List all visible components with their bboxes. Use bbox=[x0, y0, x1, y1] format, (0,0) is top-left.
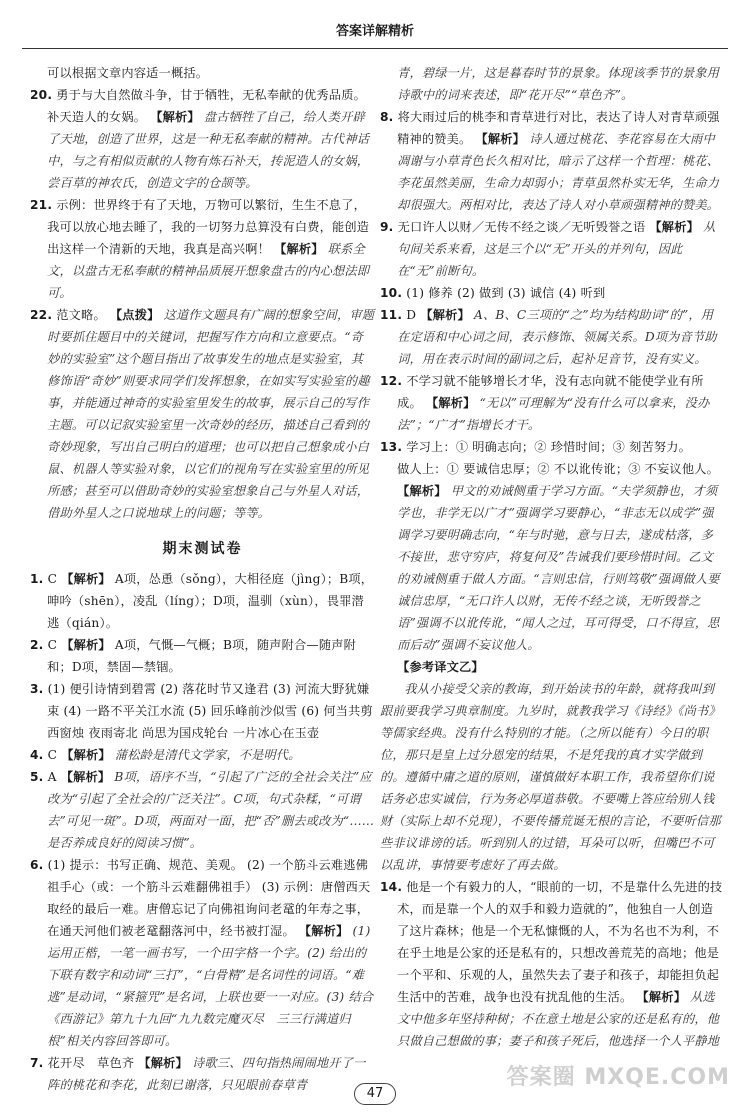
reference-text: 我从小接受父亲的教诲，到开始读书的年龄，就将我叫到跟前要我学习典章制度。九岁时，就教我学习《诗经》《尚书》等儒家经典。没有什么特别的才能。（之所以能有）今日的职位，那只是皇上过分恩宠的结果，不是凭我的真才实学做到的。遵循中庸之道的原则，谨慎做好本职工作，我希望你们说话务必忠实诚信，行为务必厚道恭敬。不要嘴上答应给别人钱财（实际上却不兑现），不要传播荒诞无根的言论，不要听信那些非议诽谤的话。听到别人的过错，耳朵可以听，但嘴巴不可以乱讲，事情要考虑好了再去做。 bbox=[380, 682, 721, 872]
exam-answer-11 bbox=[380, 304, 725, 370]
page-number: 47 bbox=[354, 1083, 397, 1105]
answer-text: C bbox=[47, 748, 58, 762]
exam-answer-12 bbox=[380, 370, 725, 436]
analysis-tag: 【解析】 bbox=[649, 220, 699, 234]
left-intro: 可以根据文章内容适一概括。 bbox=[47, 66, 209, 80]
exam-answer-14 bbox=[380, 876, 725, 1052]
analysis-text: A项，怂恿（sǒng），大相径庭（jìng）；B项，呻吟（shēn），凌乱（líng）；D项，温驯（xùn），畏罪潜逃（qián）。 bbox=[47, 572, 374, 630]
exam-answer-13 bbox=[380, 436, 725, 458]
analysis-tag: 【解析】 bbox=[61, 638, 111, 652]
answer-number: 6. bbox=[30, 858, 44, 872]
reference-label: 【参考译文乙】 bbox=[397, 660, 484, 674]
hint-tag: 【点拨】 bbox=[109, 308, 160, 322]
answer-text: 不学习就不能够增长才华，没有志向就不能使学业有所成。 bbox=[397, 374, 704, 410]
answer-number: 9. bbox=[380, 220, 394, 234]
answer-text: 范文略。 bbox=[56, 308, 106, 322]
answer-number: 1. bbox=[30, 572, 44, 586]
answer-number: 2. bbox=[30, 638, 44, 652]
page-header bbox=[0, 0, 750, 40]
answer-number: 20. bbox=[30, 88, 53, 102]
answer-number: 14. bbox=[380, 880, 403, 894]
exam-answer-10 bbox=[380, 282, 725, 304]
analysis-text: 从句间关系来看，这是三个以“无”开头的并列句，因此在“无”前断句。 bbox=[397, 220, 716, 278]
right-intro: 青，碧绿一片，这是暮春时节的景象。体现该季节的景象用诗歌中的词来表述，即“花开尽”“草色齐”。 bbox=[397, 66, 720, 102]
analysis-tag: 【解析】 bbox=[636, 990, 687, 1004]
analysis-tag: 【解析】 bbox=[475, 132, 526, 146]
answer-text: A bbox=[47, 770, 57, 784]
answer-text: D bbox=[406, 308, 417, 322]
analysis-text: 诗人通过桃花、李花容易在大雨中凋谢与小草青色长久相对比，暗示了这样一个哲理：桃花、李花虽然美丽，生命力却弱小；青草虽然朴实无华，生命力却很强大。两相对比，表达了诗人对小草顽强精神的赞美。 bbox=[397, 132, 720, 212]
answer-number: 13. bbox=[380, 440, 403, 454]
answer-number: 8. bbox=[380, 110, 394, 124]
left-column bbox=[30, 62, 375, 1096]
answer-text: 做人上：① 要诚信忠厚；② 不以讹传讹；③ 不妄议他人。 bbox=[397, 462, 719, 476]
answer-text: C bbox=[47, 638, 58, 652]
answer-number: 22. bbox=[30, 308, 53, 322]
answer-text: 学习上：① 明确志向；② 珍惜时间；③ 刻苦努力。 bbox=[406, 440, 692, 454]
answer-text: 勇于与大自然做斗争，甘于牺牲，无私奉献的优秀品质。补天造人的女娲。 bbox=[47, 88, 366, 124]
analysis-tag: 【解析】 bbox=[61, 572, 111, 586]
answer-text: C bbox=[47, 572, 58, 586]
analysis-text: (1) 运用正楷，一笔一画书写，一个田字格一个字。(2) 给出的下联有数字和动词“三打”，“白骨精”是名词性的词语。“难逃”是动词，“紧箍咒”是名词，上联也要一一对应。(3) 结合《西游记》第九十九回“九九数完魔灭尽 三三行满道归根”相关内容回答即可。 bbox=[47, 924, 374, 1048]
exam-answer-3 bbox=[30, 678, 375, 744]
analysis-tag: 【解析】 bbox=[138, 1056, 188, 1070]
header-rule bbox=[22, 48, 728, 49]
analysis-tag: 【解析】 bbox=[397, 484, 447, 498]
analysis-text: “无以”可理解为“没有什么可以拿来，没办法”；“广才”指增长才干。 bbox=[397, 396, 710, 432]
analysis-tag: 【解析】 bbox=[150, 110, 200, 124]
analysis-tag: 【解析】 bbox=[274, 242, 324, 256]
header-title: 答案详解精析 bbox=[335, 24, 414, 39]
analysis-text: 蒲松龄是清代文学家，不是明代。 bbox=[114, 748, 301, 762]
section-title: 期末测试卷 bbox=[162, 541, 243, 557]
exam-answer-13-line2 bbox=[380, 458, 725, 656]
exam-answer-9 bbox=[380, 216, 725, 282]
answer-text: 花开尽 草色齐 bbox=[47, 1056, 135, 1070]
answer-text: (1) 修养 (2) 做到 (3) 诚信 (4) 听到 bbox=[406, 286, 606, 300]
answer-text: 将大雨过后的桃李和青草进行对比，表达了诗人对青草顽强精神的赞美。 bbox=[397, 110, 720, 146]
analysis-tag: 【解析】 bbox=[60, 770, 111, 784]
exam-answer-6 bbox=[30, 854, 375, 1052]
hint-text: 这道作文题具有广阔的想象空间，审题时要抓住题目中的关键词，把握写作方向和立意要点。“奇妙的实验室”这个题目指出了故事发生的地点是实验室，其修饰语“奇妙”则要求同学们发挥想象，在如实写实验室的趣事，并能通过神奇的实验室里发生的故事，展示自己的写作主题。可以记叙实验室里一次奇妙的经历，描述自己看到的奇妙现象，写出自己明白的道理；也可以把自己想象成小白鼠、机器人等实验对象，以它们的视角写在实验室里的所见所感；甚至可以借助奇妙的实验室想象自己与外星人对话，借助外星人之口说地球上的问题；等等。 bbox=[47, 308, 375, 520]
reference-translation bbox=[380, 656, 725, 678]
answer-text: 无口许人以财／无传不经之谈／无听毁誉之语 bbox=[397, 220, 646, 234]
exam-answer-8 bbox=[380, 106, 725, 216]
analysis-tag: 【解析】 bbox=[420, 308, 470, 322]
exam-answer-1 bbox=[30, 568, 375, 634]
answer-20 bbox=[30, 84, 375, 194]
analysis-text: A项，气慨—气概；B项，随声附合—随声附和；D项，禁固—禁锢。 bbox=[47, 638, 356, 674]
analysis-text: B项，语序不当，“引起了广泛的全社会关注”应改为“引起了全社会的广泛关注”。C项，句式杂糅，“可谓去”可见一斑”。D项，两面对一面，把“否”删去或改为“……是否养成良好的阅读习惯”。 bbox=[47, 770, 375, 850]
answer-number: 4. bbox=[30, 748, 44, 762]
answer-number: 3. bbox=[30, 682, 44, 696]
answer-number: 7. bbox=[30, 1056, 44, 1070]
analysis-text: 诗歌三、四句指热闹闹地开了一阵的桃花和李花，此刻已谢落，只见眼前春草青 bbox=[47, 1056, 366, 1092]
answer-number: 11. bbox=[380, 308, 403, 322]
watermark-logo: 答案圈 MXQE.COM bbox=[506, 1065, 730, 1090]
answer-text: (1) 便引诗情到碧霄 (2) 落花时节又逢君 (3) 河流大野犹嫌束 (4) 一路不平关江水流 (5) 回乐峰前沙似雪 (6) 何当共剪西窗烛 夜雨寄北 尚思为国戍轮台 一片冰心在玉壶 bbox=[47, 682, 373, 740]
analysis-text: 甲文的劝诫侧重于学习方面。“夫学须静也，才须学也，非学无以广才”强调学习要静心，“非志无以成学”强调学习要明确志向，“年与时驰，意与日去，遂成枯落，多不接世，悲守穷庐，将复何及”告诫我们要珍惜时间。乙文的劝诫侧重于做人方面。“言则忠信，行则笃敬”强调做人要诚信忠厚，“无口许人以财，无传不经之谈，无听毁誉之语”强调不以讹传讹，“闻人之过，耳可得受，口不得宣，思而后动”强调不妄议他人。 bbox=[397, 484, 720, 652]
answer-number: 10. bbox=[380, 286, 403, 300]
analysis-tag: 【解析】 bbox=[61, 748, 111, 762]
analysis-text: A、B、C三项的“之”均为结构助词“的”，用在定语和中心词之间，表示修饰、领属关系。D项为音节助词，用在表示时间的副词之后，起补足音节，没有实义。 bbox=[397, 308, 717, 366]
answer-text: (1) 提示：书写正确、规范、美观。 (2) 一个筋斗云难逃佛祖手心（或：一个筋斗云难翻佛祖手） (3) 示例：唐僧西天取经的最后一难。唐僧忘记了向佛祖询问老鼋的年寿之事，在通天河他们被老鼋翻落河中，经书被打湿。 bbox=[47, 858, 371, 938]
analysis-text: 从选文中他多年坚持种树；不在意土地是公家的还是私有的，他只做自己想做的事；妻子和孩子死后，他选择一个人平静地 bbox=[397, 990, 720, 1048]
exam-answer-5 bbox=[30, 766, 375, 854]
answer-22 bbox=[30, 304, 375, 524]
answer-number: 21. bbox=[30, 198, 53, 212]
answer-text: 他是一个有毅力的人，“眼前的一切，不是靠什么先进的技术，而是靠一个人的双手和毅力造就的”，他独自一人创造了这片森林；他是一个无私慷慨的人，不为名也不为利，不在乎土地是公家的还是私有的，只想改善荒芜的高地；他是一个平和、乐观的人，虽然失去了妻子和孩子，却能担负起生活中的苦难，战争也没有扰乱他的生活。 bbox=[397, 880, 723, 1004]
analysis-text: 联系全文，以盘古无私奉献的精神品质展开想象盘古的内心想法即可。 bbox=[47, 242, 370, 300]
analysis-tag: 【解析】 bbox=[298, 924, 349, 938]
exam-answer-4 bbox=[30, 744, 375, 766]
analysis-tag: 【解析】 bbox=[425, 396, 476, 410]
answer-21 bbox=[30, 194, 375, 304]
exam-answer-2 bbox=[30, 634, 375, 678]
right-column bbox=[380, 62, 725, 1052]
answer-number: 12. bbox=[380, 374, 403, 388]
analysis-text: 盘古牺牲了自己，给人类开辟了天地，创造了世界，这是一种无私奉献的精神。古代神话中，与之有相似贡献的人物有炼石补天，抟泥造人的女娲，尝百草的神农氏，创造文字的仓颉等。 bbox=[47, 110, 370, 190]
answer-number: 5. bbox=[30, 770, 44, 784]
answer-text: 示例：世界终于有了天地，万物可以繁衍，生生不息了，我可以放心地去睡了，我的一切努力总算没有白费，能创造出这样一个清新的天地，我真是高兴啊！ bbox=[47, 198, 370, 256]
